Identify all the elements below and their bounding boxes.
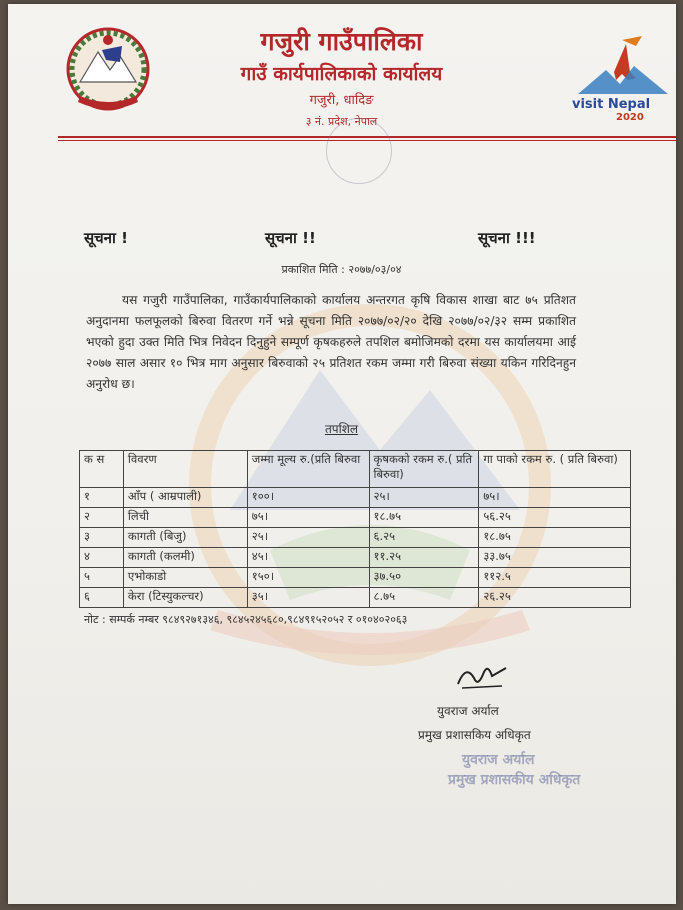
col-header-farmer-amount: कृषकको रकम रु.( प्रति बिरुवा) <box>369 451 479 488</box>
signature-mark <box>452 658 512 694</box>
rate-table <box>79 450 631 608</box>
table-cell: २ <box>80 508 124 528</box>
table-cell: ४ <box>80 548 124 568</box>
table-title: तपशिल <box>324 422 359 436</box>
table-cell: ११.२५ <box>369 548 479 568</box>
table-cell: ४५। <box>247 548 369 568</box>
table-cell: ६ <box>80 588 124 608</box>
signatory-name: युवराज अर्याल <box>437 704 499 718</box>
table-cell: २६.२५ <box>479 588 631 608</box>
table-row <box>80 568 631 588</box>
table-row <box>80 528 631 548</box>
table-cell: ३७.५० <box>369 568 479 588</box>
col-header-serial: क स <box>80 451 124 488</box>
notice-heading-1: सूचना ! <box>84 229 128 247</box>
table-cell: १५०। <box>247 568 369 588</box>
notice-body: यस गजुरी गाउँपालिका, गाउँकार्यपालिकाको कार्यालय अन्तरगत कृषि विकास शाखा बाट ७५ प्रतिशत अनुदानमा फलफूलको बिरुवा वितरण गर्ने भन्ने सूचना मिति २०७७/०२/२० देखि २०७७/०२/३२ सम्म प्रकाशित भएको हुदा उक्त मिति भित्र निवेदन दिनुहुने सम्पूर्ण कृषकहरुले तपशिल बमोजिमको दरमा यस कार्यालयमा आई २०७७ साल असार १० भित्र माग अनुसार बिरुवाको २५ प्रतिशत रकम जम्मा गरी बिरुवा संख्या यकिन गरिदिनहुन अनुरोध छ। <box>86 293 576 391</box>
table-row <box>80 588 631 608</box>
notice-heading-3: सूचना !!! <box>478 229 536 247</box>
stamp-designation: प्रमुख प्रशासकीय अधिकृत <box>448 772 581 788</box>
table-cell: केरा (टिस्युकल्चर) <box>123 588 247 608</box>
published-date: प्रकाशित मिति : २०७७/०३/०४ <box>281 263 402 276</box>
table-cell: ८.७५ <box>369 588 479 608</box>
table-cell: ११२.५ <box>479 568 631 588</box>
stamp-name: युवराज अर्याल <box>462 752 535 768</box>
table-cell: ३५। <box>247 588 369 608</box>
col-header-municipality-amount: गा पाको रकम रु. ( प्रति बिरुवा) <box>479 451 631 488</box>
table-cell: १८.७५ <box>479 528 631 548</box>
visit-logo-text: visit Nepal <box>572 97 651 112</box>
table-cell: ५ <box>80 568 124 588</box>
table-cell: २५। <box>247 528 369 548</box>
office-seal-stamp <box>326 118 392 184</box>
table-row <box>80 508 631 528</box>
table-cell: १८.७५ <box>369 508 479 528</box>
table-cell: कागती (कलमी) <box>123 548 247 568</box>
table-cell: ७५। <box>247 508 369 528</box>
office-address: गजुरी, धादिङ <box>309 93 374 108</box>
visit-logo-year: 2020 <box>616 112 644 122</box>
table-cell: ३३.७५ <box>479 548 631 568</box>
signatory-designation: प्रमुख प्रशासकिय अधिकृत <box>418 728 531 742</box>
table-cell: १००। <box>247 488 369 508</box>
table-header-row <box>80 451 631 488</box>
table-cell: १ <box>80 488 124 508</box>
table-row <box>80 548 631 568</box>
office-name: गजुरी गाउँपालिका <box>260 27 423 56</box>
notice-heading-2: सूचना !! <box>265 229 316 247</box>
table-cell: ५६.२५ <box>479 508 631 528</box>
col-header-item: विवरण <box>123 451 247 488</box>
table-row <box>80 488 631 508</box>
table-cell: आँप ( आम्रपाली) <box>123 488 247 508</box>
table-cell: कागती (बिजु) <box>123 528 247 548</box>
table-cell: ३ <box>80 528 124 548</box>
office-province: ३ नं. प्रदेश, नेपाल <box>305 115 378 128</box>
table-cell: ७५। <box>479 488 631 508</box>
table-cell: २५। <box>369 488 479 508</box>
table-cell: लिची <box>123 508 247 528</box>
contact-note: नोट : सम्पर्क नम्बर ९८४९२७१३४६, ९८४५२४५६८०,९८४९१५२०५२ र ०१०४०२०६३ <box>84 613 408 626</box>
office-subtitle: गाउँ कार्यपालिकाको कार्यालय <box>240 63 443 85</box>
table-cell: ६.२५ <box>369 528 479 548</box>
col-header-total-price: जम्मा मूल्य रु.(प्रति बिरुवा <box>247 451 369 488</box>
table-cell: एभोकाडो <box>123 568 247 588</box>
